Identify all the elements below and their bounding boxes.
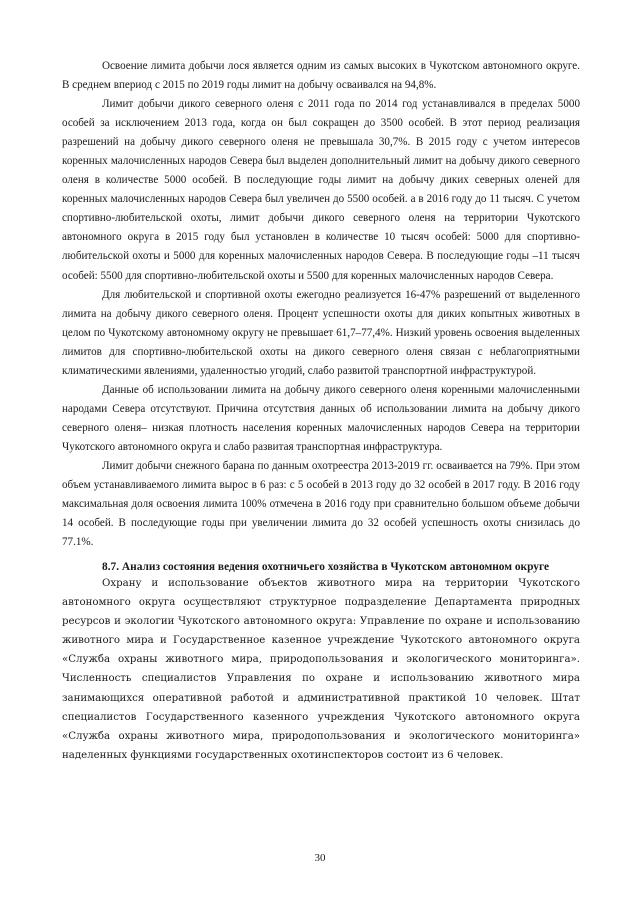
paragraph-elk-limit: Освоение лимита добычи лося является одним из самых высоких в Чукотском автономного округе. В среднем впериод с 2015 по 2019 годы лимит на добычу осваивался на 94,8%. bbox=[62, 60, 580, 92]
paragraph-sport-hunting: Для любительской и спортивной охоты ежегодно реализуется 16-47% разрешений от выделенного лимита на добычу дикого северного оленя. Процент успешности охоты для диких копытных животных в целом по Чукотскому автономному округу не превышает 61,7–77,4%. Низкий уровень освоения выделенных лимитов для спортивно-любительской охоты на дикого северного оленя связан с неблагоприятными климатическими явлениями, удаленностью угодий, слабо развитой транспортной инфраструктурой. bbox=[62, 288, 580, 377]
page-number: 30 bbox=[314, 852, 326, 864]
paragraph-reindeer-limit: Лимит добычи дикого северного оленя с 2011 года по 2014 год устанавливался в пределах 5000 особей за исключением 2013 года, когда он был сокращен до 3500 особей. В этот период реализация разрешений на добычу дикого северного оленя не превышала 30,7%. В 2015 году с учетом интересов коренных малочисленных народов Севера был выделен дополнительный лимит на добычу дикого северного оленя в количестве 5000 особей. В последующие годы лимит на добычу диких северных оленей для коренных малочисленных народов Севера был увеличен до 5500 особей. а в 2016 году до 11 тысяч. С учетом спортивно-любительской охоты, лимит добычи дикого северного оленя на территории Чукотского автономного округа в 2015 году был установлен в количестве 10 тысяч особей: 5000 для спортивно-любительской охоты и 5000 для коренных малочисленных народов Севера. В последующие годы –11 тысяч особей: 5500 для спортивно-любительской охоты и 5500 для коренных малочисленных народов Севера. bbox=[62, 98, 580, 282]
document-page bbox=[62, 57, 580, 765]
paragraph-wildlife-protection: Охрану и использование объектов животного мира на территории Чукотского автономного округа осуществляют структурное подразделение Департамента природных ресурсов и экологии Чукотского автономного округа: Управление по охране и использованию животного мира и Государственное казенное учреждение Чукотского автономного округа «Служба охраны животного мира, природопользования и экологического мониторинга». Численность специалистов Управления по охране и использованию животного мира занимающихся оперативной работой и административной практикой 10 человек. Штат специалистов Государственного казенного учреждения Чукотского автономного округа «Служба охраны животного мира, природопользования и экологического мониторинга» наделенных функциями государственных охотинспекторов состоит из 6 человек. bbox=[62, 578, 580, 761]
section-heading: 8.7. Анализ состояния ведения охотничьего хозяйства в Чукотском автономном округе bbox=[102, 561, 550, 574]
paragraph-snow-sheep: Лимит добычи снежного барана по данным охотреестра 2013-2019 гг. осваивается на 79%. При этом объем устанавливаемого лимита вырос в 6 раз: с 5 особей в 2013 году до 32 особей в 2017 году. В 2016 году максимальная доля освоения лимита 100% отмечена в 2016 году при сравнительно большом объеме добычи 14 особей. В последующие годы при увеличении лимита до 32 особей успешность охоты снизилась до 77.1%. bbox=[62, 459, 580, 549]
paragraph-indigenous-data: Данные об использовании лимита на добычу дикого северного оленя коренными малочисленными народами Севера отсутствуют. Причина отсутствия данных об использовании лимита на добычу дикого северного оленя– низкая плотность населения коренных малочисленных народов Севера на территории Чукотского автономного округа и слабо развитая транспортная инфраструктура. bbox=[62, 383, 580, 453]
